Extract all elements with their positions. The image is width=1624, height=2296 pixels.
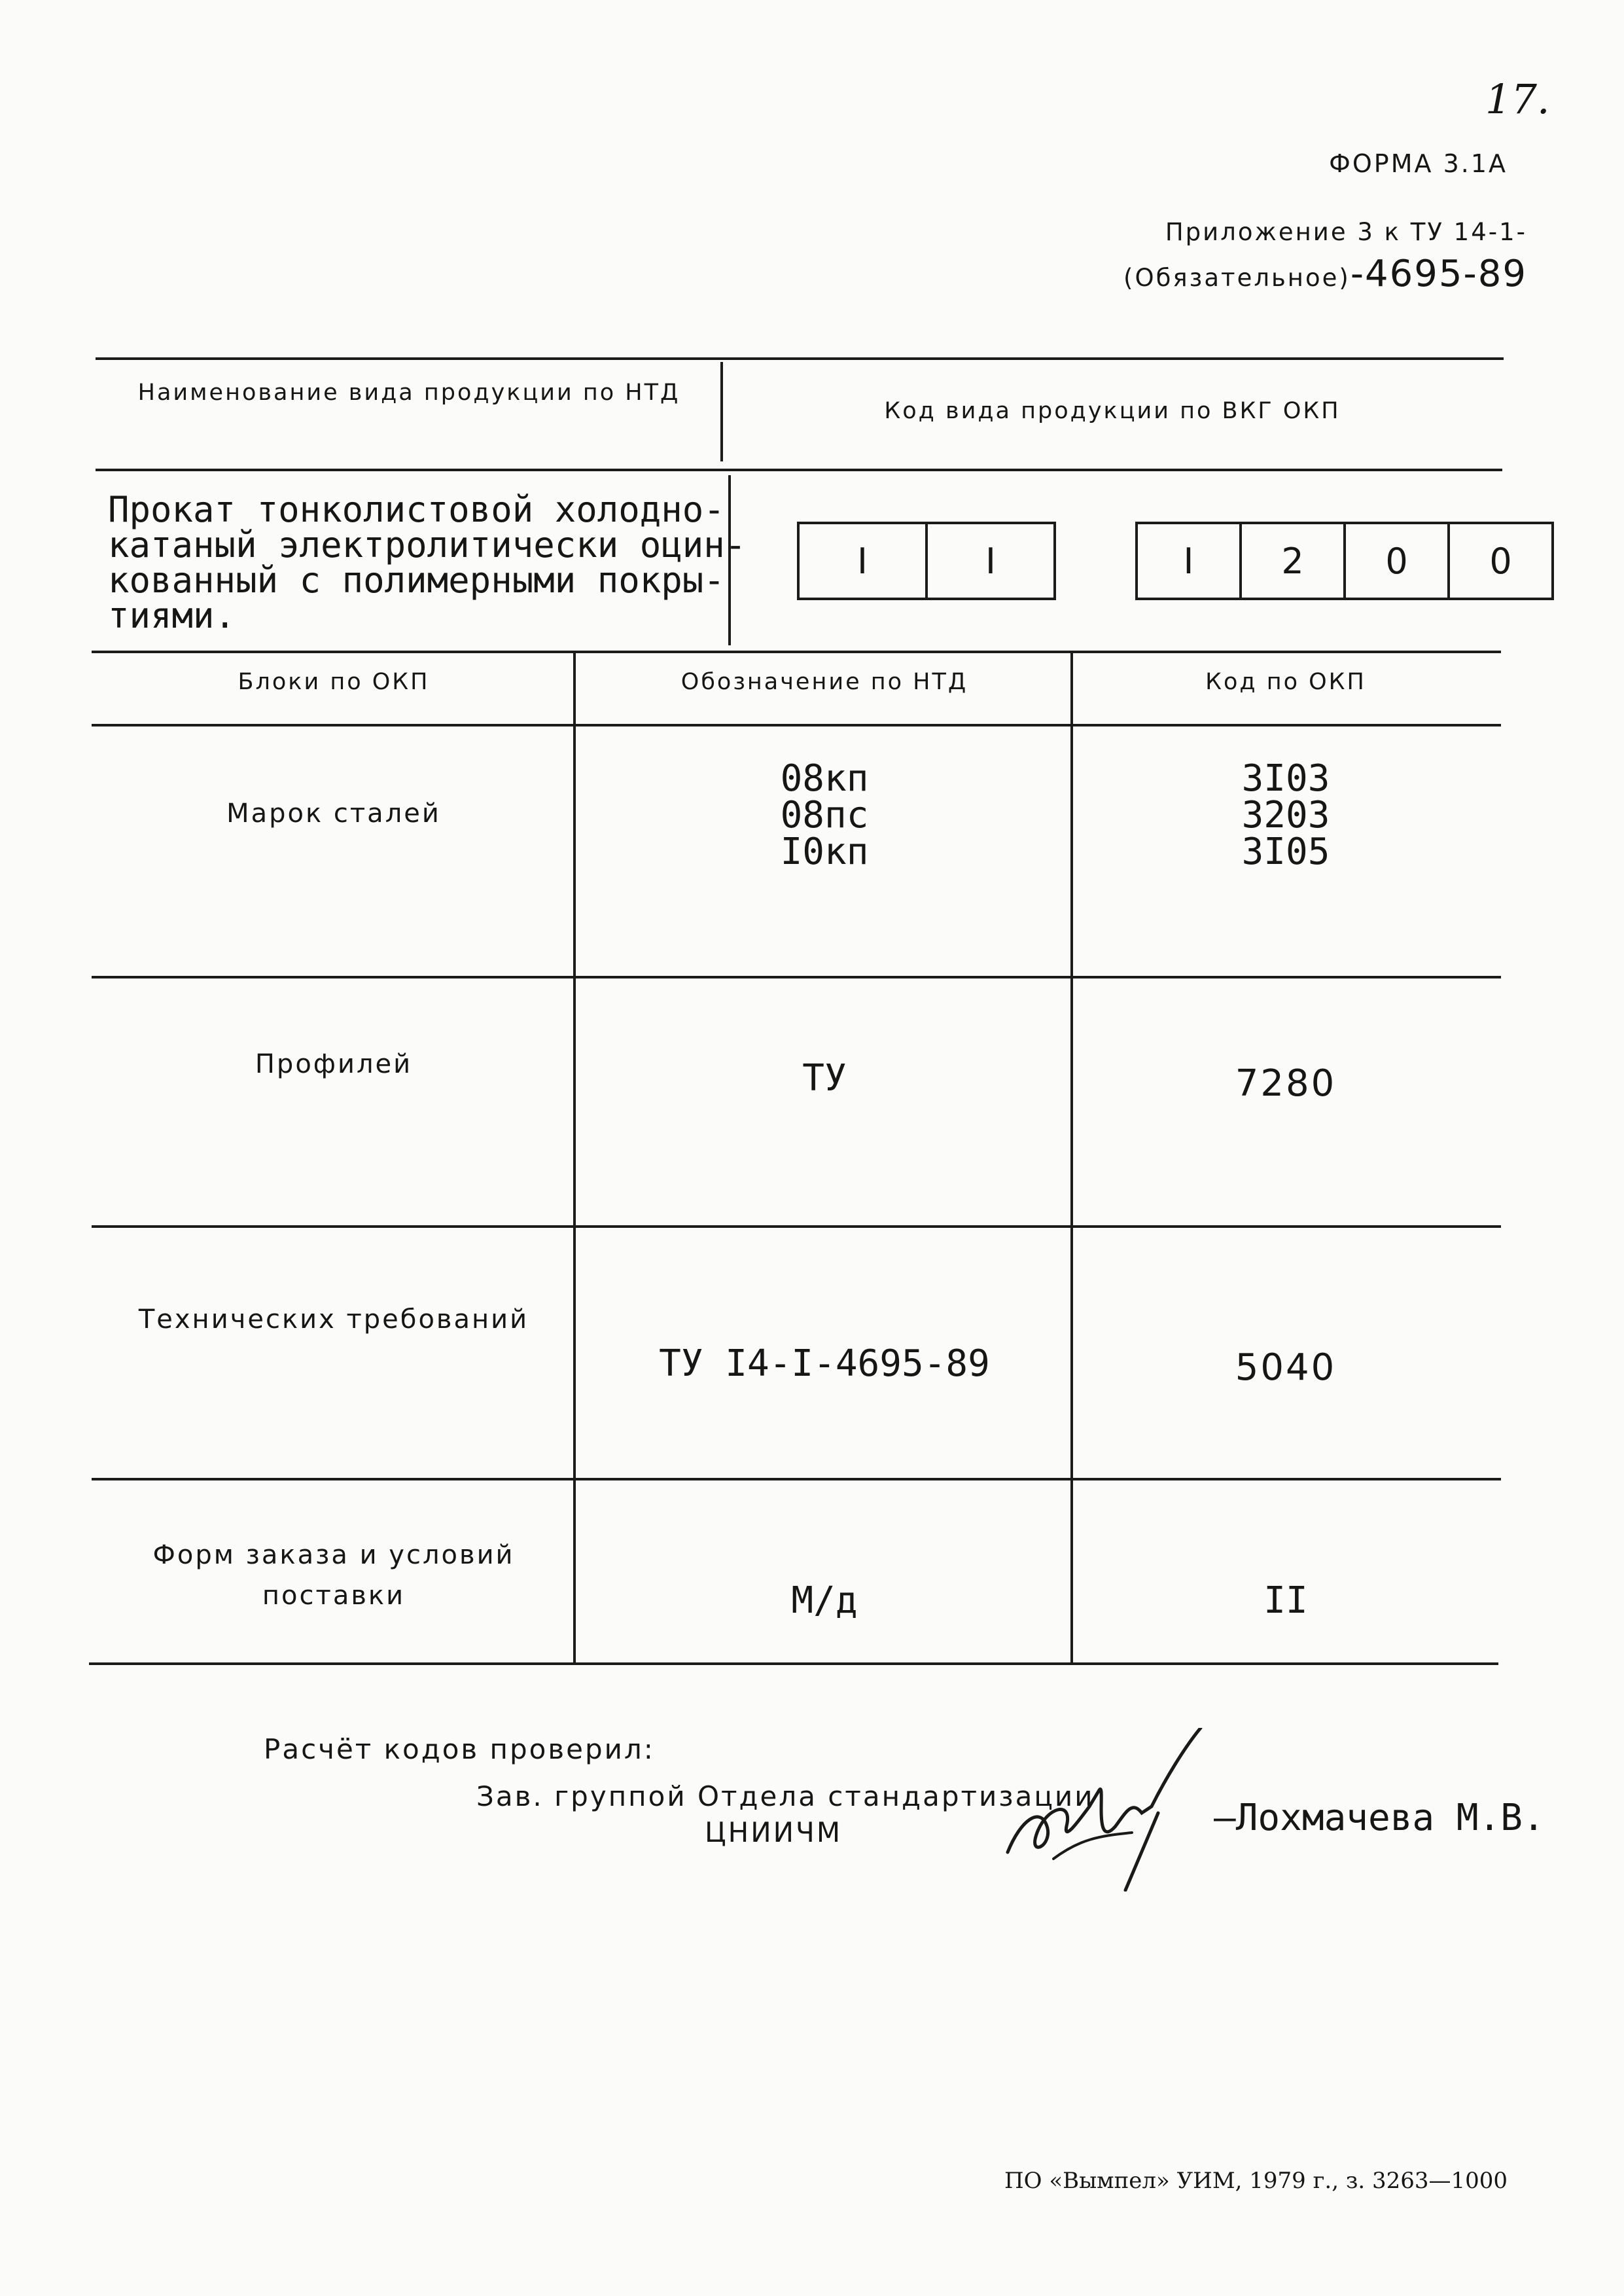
signer-name: —Лохмачева М.В. <box>1214 1797 1545 1839</box>
row-okp-code <box>1073 757 1498 873</box>
row-designation <box>576 1342 1073 1385</box>
code-digit: I <box>1135 524 1239 598</box>
printer-imprint: ПО «Вымпел» УИМ, 1979 г., з. 3263—1000 <box>1004 2168 1508 2194</box>
page-number: 17. <box>1485 75 1550 123</box>
signer-organization: ЦНИИЧМ <box>705 1816 843 1848</box>
checked-by-label: Расчёт кодов проверил: <box>264 1733 655 1765</box>
header-code-column: Код вида продукции по ВКГ ОКП <box>884 398 1341 424</box>
okp-code-value: 5040 <box>1235 1346 1337 1389</box>
okp-code-value: II <box>1263 1579 1308 1622</box>
rule-row-1-bottom <box>92 976 1501 978</box>
appendix-line-2 <box>1123 253 1527 295</box>
designation-value: I0кп <box>780 831 869 873</box>
product-name <box>108 489 747 636</box>
product-name-line: кованный с полимерными покры- <box>108 560 725 601</box>
column-header-designation: Обозначение по НТД <box>680 669 968 695</box>
rule-header-divider <box>720 362 723 461</box>
rule-row-2-bottom <box>92 1225 1501 1228</box>
row-block-label: Форм заказа и условий поставки <box>152 1540 515 1611</box>
rule-top <box>96 357 1504 360</box>
code-digit: 2 <box>1239 524 1343 598</box>
designation-value: ТУ I4-I-4695-89 <box>659 1342 990 1385</box>
row-block-label: Технических требований <box>138 1304 529 1335</box>
rule-header-bottom <box>96 469 1502 471</box>
product-name-line: Прокат тонколистовой холодно- <box>108 489 725 530</box>
column-header-okp-code: Код по ОКП <box>1205 669 1366 695</box>
okp-code-value: 3I03 <box>1241 757 1330 800</box>
header-name-column: Наименование вида продукции по НТД <box>137 380 680 406</box>
code-digit: I <box>797 524 925 598</box>
designation-value: М/д <box>791 1579 858 1622</box>
code-digit: 0 <box>1343 524 1447 598</box>
appendix-line-1: Приложение 3 к ТУ 14-1- <box>1165 218 1527 246</box>
row-designation <box>576 757 1073 873</box>
rule-table-bottom <box>89 1662 1498 1665</box>
designation-value: 08кп <box>780 757 869 800</box>
appendix-tu-number: -4695-89 <box>1350 253 1527 295</box>
okp-code-value: 3I05 <box>1241 831 1330 873</box>
rule-row-3-bottom <box>92 1478 1501 1480</box>
designation-value: 08пс <box>780 794 869 836</box>
appendix-status: (Обязательное) <box>1123 264 1350 292</box>
column-header-blocks: Блоки по ОКП <box>238 669 430 695</box>
code-digit: 0 <box>1447 524 1554 598</box>
okp-code-value: 7280 <box>1235 1062 1337 1105</box>
designation-value: ТУ <box>802 1057 847 1100</box>
okp-code-value: 3203 <box>1241 794 1330 836</box>
row-block-label: Профилей <box>255 1049 413 1079</box>
form-label: ФОРМА 3.1А <box>1329 149 1508 178</box>
signer-position: Зав. группой Отдела стандартизации <box>476 1780 1095 1812</box>
row-block-label: Марок сталей <box>226 798 441 829</box>
code-digit: I <box>925 524 1056 598</box>
product-name-line: тиями. <box>108 595 236 636</box>
rule-blocks-header-bottom <box>92 724 1501 726</box>
row-okp-code <box>1073 1579 1498 1622</box>
rule-blocks-top <box>92 651 1501 653</box>
product-code-group-a <box>797 522 1056 600</box>
row-designation <box>576 1057 1073 1100</box>
product-name-line: катаный электролитически оцин- <box>108 524 747 565</box>
handwritten-signature <box>1001 1728 1224 1892</box>
row-okp-code <box>1073 1346 1498 1389</box>
product-code-group-b <box>1135 522 1554 600</box>
row-designation <box>576 1579 1073 1622</box>
row-okp-code <box>1073 1062 1498 1105</box>
